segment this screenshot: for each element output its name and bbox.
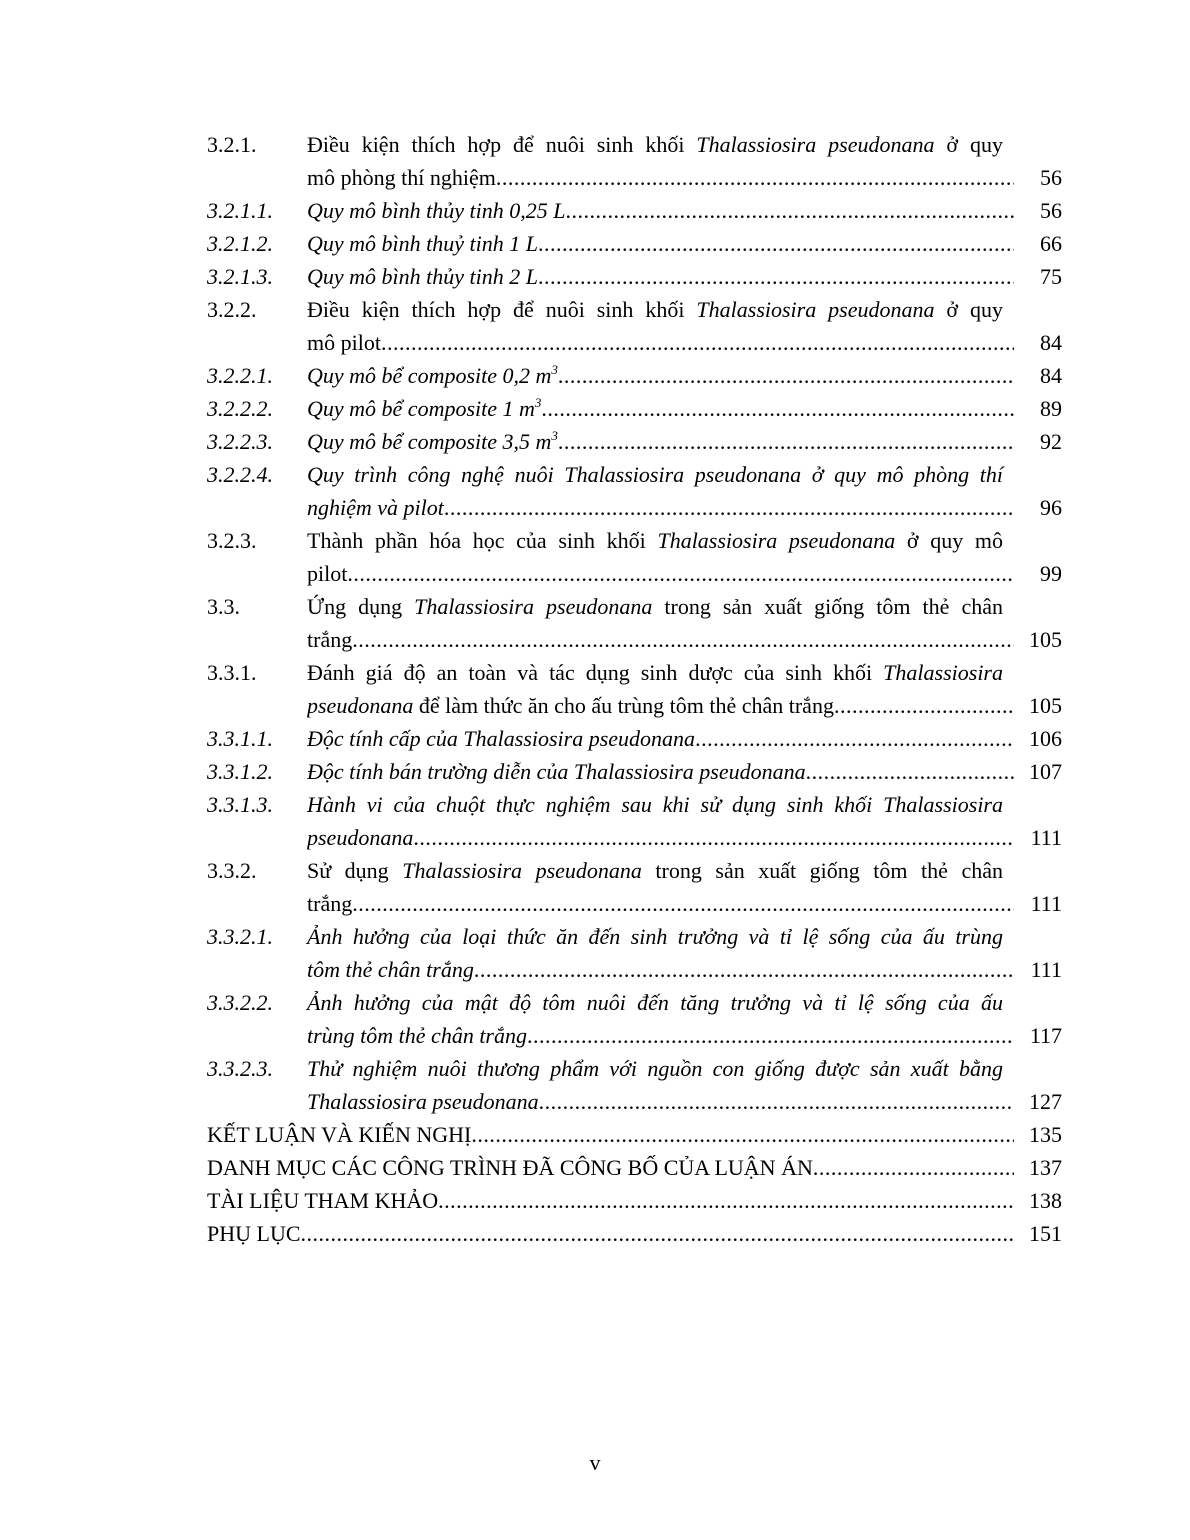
- toc-title: [307, 689, 834, 722]
- toc-title-with-leader: [307, 887, 1014, 920]
- toc-title-with-leader: [307, 491, 1014, 524]
- toc-text-run: Hành vi của chuột thực nghiệm sau khi sử dụng sinh khối Thalassiosira: [307, 792, 1003, 817]
- toc-number: 3.3.: [207, 594, 240, 619]
- toc-text-run: ở quy: [934, 132, 1003, 157]
- toc-title: [307, 1019, 527, 1052]
- toc-entry[interactable]: [207, 722, 1062, 755]
- toc-line: [207, 755, 1062, 788]
- toc-line: [207, 1184, 1062, 1217]
- toc-page-number: 137: [1029, 1155, 1062, 1180]
- toc-number: 3.2.1.2.: [207, 231, 273, 256]
- toc-line: [207, 788, 1062, 821]
- toc-title: [307, 458, 1003, 491]
- toc-page-number: 56: [1040, 198, 1062, 223]
- dot-leader: [347, 557, 1014, 590]
- toc-title-with-leader: [307, 1085, 1014, 1118]
- toc-page-number: 84: [1040, 330, 1062, 355]
- toc-title: [307, 326, 381, 359]
- toc-line: [207, 326, 1062, 359]
- toc-line: [207, 524, 1062, 557]
- toc-number: 3.3.1.1.: [207, 726, 273, 751]
- dot-leader: [813, 1151, 1014, 1184]
- dot-leader: [381, 326, 1014, 359]
- dot-leader: [538, 227, 1014, 260]
- toc-line: [207, 194, 1062, 227]
- toc-text-run: mô phòng thí nghiệm: [307, 165, 496, 190]
- toc-page-number: 66: [1040, 231, 1062, 256]
- toc-page-number: 75: [1040, 264, 1062, 289]
- toc-page-number: 127: [1029, 1089, 1062, 1114]
- toc-line: [207, 590, 1062, 623]
- table-of-contents: [207, 128, 1062, 1250]
- dot-leader: [496, 161, 1014, 194]
- toc-line: [207, 722, 1062, 755]
- toc-number: 3.3.2.2.: [207, 990, 273, 1015]
- toc-text-run: ở quy mô: [895, 528, 1003, 553]
- toc-text-run: Sử dụng: [307, 858, 403, 883]
- toc-text-run: trắng: [307, 891, 353, 916]
- toc-title: [307, 1085, 539, 1118]
- dot-leader: [566, 194, 1015, 227]
- toc-page-number: 56: [1040, 165, 1062, 190]
- toc-text-run: PHỤ LỤC: [207, 1221, 301, 1246]
- toc-text-run: Ảnh hưởng của loại thức ăn đến sinh trưởng và tỉ lệ sống của ấu trùng: [307, 924, 1003, 949]
- toc-title: [307, 359, 558, 392]
- toc-text-run: pseudonana: [307, 693, 414, 718]
- toc-text-run: trắng: [307, 627, 353, 652]
- toc-title-with-leader: [307, 359, 1014, 392]
- toc-text-run: trong sản xuất giống tôm thẻ chân: [641, 858, 1003, 883]
- toc-entry[interactable]: [207, 1118, 1062, 1151]
- toc-line: [207, 425, 1062, 458]
- toc-line: [207, 458, 1062, 491]
- toc-title-with-leader: [307, 953, 1014, 986]
- toc-line: [207, 854, 1062, 887]
- toc-page-number: 99: [1040, 561, 1062, 586]
- dot-leader: [834, 689, 1014, 722]
- toc-number: 3.3.2.3.: [207, 1056, 273, 1081]
- toc-line: [207, 557, 1062, 590]
- toc-entry[interactable]: [207, 656, 1062, 722]
- dot-leader: [471, 1118, 1014, 1151]
- toc-title-with-leader: [307, 722, 1014, 755]
- toc-line: [207, 953, 1062, 986]
- toc-text-run: Độc tính cấp của Thalassiosira pseudonana: [307, 726, 696, 751]
- toc-title: [307, 887, 352, 920]
- toc-text-run: DANH MỤC CÁC CÔNG TRÌNH ĐÃ CÔNG BỐ CỦA LUẬN ÁN: [207, 1155, 813, 1180]
- toc-line: [207, 656, 1062, 689]
- superscript: 3: [534, 395, 542, 410]
- dot-leader: [558, 425, 1014, 458]
- toc-title: [207, 1184, 438, 1217]
- toc-number: 3.2.2.3.: [207, 429, 273, 454]
- dot-leader: [538, 260, 1014, 293]
- toc-line: [207, 491, 1062, 524]
- toc-text-run: pseudonana: [307, 825, 414, 850]
- toc-title: [307, 854, 1003, 887]
- toc-text-run: Thalassiosira pseudonana: [696, 132, 935, 157]
- dot-leader: [539, 1085, 1014, 1118]
- toc-title-with-leader: [307, 260, 1014, 293]
- toc-number: 3.2.2.1.: [207, 363, 273, 388]
- toc-title-with-leader: [307, 227, 1014, 260]
- toc-line: [207, 293, 1062, 326]
- toc-title: [307, 524, 1003, 557]
- toc-page-number: 105: [1029, 627, 1062, 652]
- toc-text-run: Quy mô bể composite 3,5 m: [307, 429, 552, 454]
- toc-entry[interactable]: [207, 458, 1062, 524]
- toc-page-number: 138: [1029, 1188, 1062, 1213]
- toc-number: 3.2.1.: [207, 132, 257, 157]
- toc-text-run: KẾT LUẬN VÀ KIẾN NGHỊ: [207, 1122, 472, 1147]
- toc-page-number: 111: [1030, 957, 1062, 982]
- toc-title: [307, 1052, 1003, 1085]
- toc-page-number: 84: [1040, 363, 1062, 388]
- toc-entry[interactable]: [207, 1184, 1062, 1217]
- toc-line: [207, 1217, 1062, 1250]
- dot-leader: [806, 755, 1014, 788]
- toc-line: [207, 1151, 1062, 1184]
- toc-title: [307, 392, 541, 425]
- toc-number: 3.2.2.: [207, 297, 257, 322]
- dot-leader: [474, 953, 1014, 986]
- toc-title-with-leader: [307, 821, 1014, 854]
- toc-number: 3.2.2.4.: [207, 462, 273, 487]
- dot-leader: [352, 887, 1014, 920]
- dot-leader: [558, 359, 1014, 392]
- toc-entry[interactable]: [207, 425, 1062, 458]
- toc-title-with-leader: [307, 425, 1014, 458]
- toc-text-run: để làm thức ăn cho ấu trùng tôm thẻ chân trắng: [413, 693, 834, 718]
- toc-text-run: trong sản xuất giống tôm thẻ chân: [652, 594, 1003, 619]
- toc-page-number: 135: [1029, 1122, 1062, 1147]
- toc-title: [207, 1217, 301, 1250]
- toc-line: [207, 227, 1062, 260]
- toc-text-run: Thalassiosira pseudonana: [657, 528, 896, 553]
- toc-number: 3.3.2.1.: [207, 924, 273, 949]
- toc-line: [207, 920, 1062, 953]
- toc-title: [307, 755, 806, 788]
- toc-text-run: Thử nghiệm nuôi thương phẩm với nguồn con giống được sản xuất bằng: [307, 1056, 1003, 1081]
- toc-entry[interactable]: [207, 920, 1062, 986]
- toc-title-with-leader: [207, 1184, 1014, 1217]
- toc-text-run: tôm thẻ chân trắng: [307, 957, 474, 982]
- toc-title: [307, 590, 1003, 623]
- toc-text-run: Ứng dụng: [307, 594, 415, 619]
- dot-leader: [301, 1217, 1014, 1250]
- page-number: v: [589, 1450, 601, 1475]
- toc-entry[interactable]: [207, 194, 1062, 227]
- toc-title-with-leader: [307, 326, 1014, 359]
- toc-title-with-leader: [207, 1217, 1014, 1250]
- toc-page-number: 107: [1029, 759, 1062, 784]
- dot-leader: [444, 491, 1014, 524]
- toc-entry[interactable]: [207, 227, 1062, 260]
- toc-text-run: TÀI LIỆU THAM KHẢO: [207, 1188, 439, 1213]
- toc-title-with-leader: [307, 623, 1014, 656]
- toc-entry[interactable]: [207, 755, 1062, 788]
- toc-number: 3.2.1.3.: [207, 264, 273, 289]
- toc-entry[interactable]: [207, 128, 1062, 194]
- toc-entry[interactable]: [207, 359, 1062, 392]
- toc-page-number: 92: [1040, 429, 1062, 454]
- toc-text-run: ở quy: [934, 297, 1003, 322]
- toc-title: [207, 1118, 471, 1151]
- toc-line: [207, 623, 1062, 656]
- dot-leader: [352, 623, 1014, 656]
- toc-text-run: Quy mô bình thuỷ tinh 1 L: [307, 231, 538, 256]
- toc-title: [307, 194, 566, 227]
- toc-number: 3.2.2.2.: [207, 396, 273, 421]
- toc-number: 3.2.3.: [207, 528, 257, 553]
- toc-entry[interactable]: [207, 986, 1062, 1052]
- toc-text-run: Đánh giá độ an toàn và tác dụng sinh dược của sinh khối: [307, 660, 884, 685]
- dot-leader: [695, 722, 1014, 755]
- toc-line: [207, 359, 1062, 392]
- toc-title: [307, 986, 1003, 1019]
- toc-text-run: Thalassiosira pseudonana: [414, 594, 653, 619]
- toc-number: 3.2.1.1.: [207, 198, 273, 223]
- toc-title: [307, 920, 1003, 953]
- toc-entry[interactable]: [207, 260, 1062, 293]
- toc-line: [207, 887, 1062, 920]
- toc-page-number: 96: [1040, 495, 1062, 520]
- toc-text-run: pilot: [307, 561, 348, 586]
- toc-title: [307, 821, 413, 854]
- toc-page-number: 117: [1029, 1023, 1062, 1048]
- toc-number: 3.3.2.: [207, 858, 257, 883]
- toc-page-number: 111: [1030, 891, 1062, 916]
- toc-text-run: Ảnh hưởng của mật độ tôm nuôi đến tăng trưởng và tỉ lệ sống của ấu: [307, 990, 1003, 1015]
- toc-title: [307, 227, 538, 260]
- toc-title: [307, 722, 695, 755]
- toc-text-run: Thalassiosira pseudonana: [402, 858, 642, 883]
- toc-page-number: 89: [1040, 396, 1062, 421]
- toc-entry[interactable]: [207, 1151, 1062, 1184]
- toc-title: [307, 557, 347, 590]
- toc-entry[interactable]: [207, 392, 1062, 425]
- toc-text-run: Quy mô bể composite 0,2 m: [307, 363, 552, 388]
- toc-title: [307, 788, 1003, 821]
- toc-title-with-leader: [307, 557, 1014, 590]
- toc-text-run: trùng tôm thẻ chân trắng: [307, 1023, 527, 1048]
- toc-line: [207, 1052, 1062, 1085]
- toc-page-number: 105: [1029, 693, 1062, 718]
- toc-title-with-leader: [207, 1151, 1014, 1184]
- toc-line: [207, 986, 1062, 1019]
- toc-title-with-leader: [307, 689, 1014, 722]
- toc-line: [207, 128, 1062, 161]
- toc-entry[interactable]: [207, 788, 1062, 854]
- toc-line: [207, 392, 1062, 425]
- dot-leader: [438, 1184, 1014, 1217]
- toc-title: [307, 491, 444, 524]
- toc-text-run: Thalassiosira pseudonana: [307, 1089, 539, 1114]
- toc-text-run: Thalassiosira: [883, 660, 1003, 685]
- toc-title: [307, 260, 538, 293]
- toc-title-with-leader: [207, 1118, 1014, 1151]
- dot-leader: [527, 1019, 1014, 1052]
- toc-title-with-leader: [307, 392, 1014, 425]
- toc-number: 3.3.1.3.: [207, 792, 273, 817]
- toc-title: [307, 623, 352, 656]
- toc-title: [307, 425, 558, 458]
- toc-text-run: Thalassiosira pseudonana: [696, 297, 935, 322]
- toc-page-number: 111: [1030, 825, 1062, 850]
- toc-text-run: Quy mô bể composite 1 m: [307, 396, 535, 421]
- toc-title: [307, 656, 1003, 689]
- toc-text-run: Thành phần hóa học của sinh khối: [307, 528, 658, 553]
- toc-title: [307, 953, 474, 986]
- toc-text-run: mô pilot: [307, 330, 381, 355]
- toc-line: [207, 821, 1062, 854]
- toc-title-with-leader: [307, 161, 1014, 194]
- toc-number: 3.3.1.: [207, 660, 257, 685]
- toc-title: [307, 293, 1003, 326]
- toc-text-run: Quy mô bình thủy tinh 2 L: [307, 264, 538, 289]
- superscript: 3: [551, 428, 558, 443]
- toc-title-with-leader: [307, 1019, 1014, 1052]
- toc-line: [207, 1118, 1062, 1151]
- toc-entry[interactable]: [207, 524, 1062, 590]
- toc-entry[interactable]: [207, 293, 1062, 359]
- toc-page-number: 151: [1029, 1221, 1062, 1246]
- toc-text-run: Độc tính bán trường diễn của Thalassiosira pseudonana: [307, 759, 806, 784]
- toc-entry[interactable]: [207, 1052, 1062, 1118]
- toc-title: [207, 1151, 813, 1184]
- toc-line: [207, 689, 1062, 722]
- dot-leader: [413, 821, 1014, 854]
- toc-entry[interactable]: [207, 854, 1062, 920]
- toc-text-run: Điều kiện thích hợp để nuôi sinh khối: [307, 297, 697, 322]
- toc-title-with-leader: [307, 194, 1014, 227]
- toc-text-run: nghiệm và pilot: [307, 495, 444, 520]
- toc-entry[interactable]: [207, 590, 1062, 656]
- toc-page-number: 106: [1029, 726, 1062, 751]
- toc-entry[interactable]: [207, 1217, 1062, 1250]
- toc-text-run: Quy mô bình thủy tinh 0,25 L: [307, 198, 566, 223]
- superscript: 3: [551, 362, 558, 377]
- toc-number: 3.3.1.2.: [207, 759, 273, 784]
- toc-line: [207, 1085, 1062, 1118]
- toc-line: [207, 260, 1062, 293]
- toc-text-run: Điều kiện thích hợp để nuôi sinh khối: [307, 132, 697, 157]
- toc-line: [207, 1019, 1062, 1052]
- toc-title: [307, 128, 1003, 161]
- dot-leader: [541, 392, 1014, 425]
- toc-line: [207, 161, 1062, 194]
- toc-text-run: Quy trình công nghệ nuôi Thalassiosira pseudonana ở quy mô phòng thí: [307, 462, 1003, 487]
- toc-title-with-leader: [307, 755, 1014, 788]
- toc-title: [307, 161, 496, 194]
